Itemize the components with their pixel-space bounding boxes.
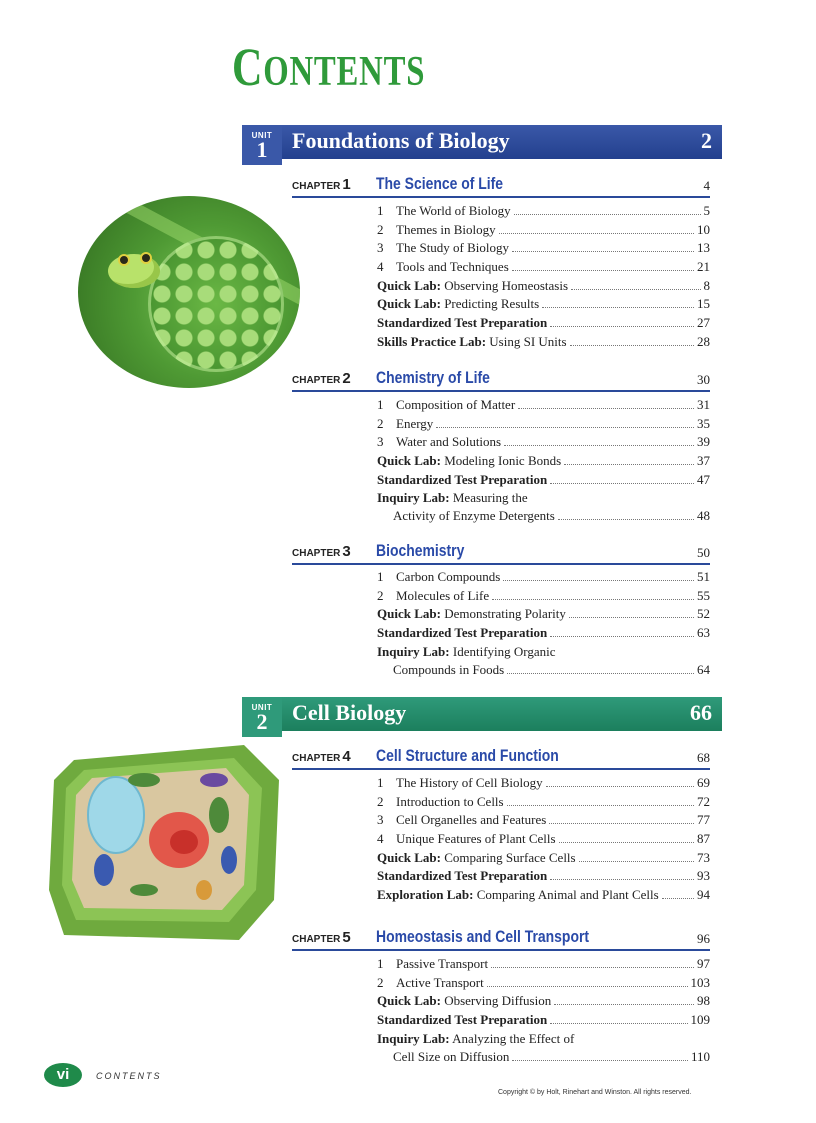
toc-entry[interactable]: 1 Composition of Matter 31 [377,397,710,412]
toc-entry[interactable]: 2 Active Transport 103 [377,974,710,990]
chapter-1-entries [377,202,710,352]
page-title-initial: C [232,37,264,97]
frog [108,254,160,288]
toc-entry[interactable]: 1 Passive Transport 97 [377,956,710,971]
chapter-title[interactable]: Cell Structure and Function [376,746,559,765]
copyright-notice: Copyright © by Holt, Rinehart and Winston. All rights reserved. [498,1089,692,1096]
chapter-label: CHAPTER 3 [292,543,351,560]
chapter-2-entries [377,396,710,526]
chapter-3-entries [377,568,710,679]
toc-entry[interactable]: Skills Practice Lab: Using SI Units 28 [377,333,710,349]
toc-entry[interactable]: Quick Lab: Observing Homeostasis 8 [377,277,710,293]
toc-entry[interactable]: Quick Lab: Modeling Ionic Bonds 37 [377,453,710,469]
chapter-label: CHAPTER 1 [292,176,351,193]
chapter-title[interactable]: The Science of Life [376,174,504,193]
toc-entry[interactable]: Quick Lab: Observing Diffusion 98 [377,993,710,1009]
toc-entry[interactable]: 4 Unique Features of Plant Cells 87 [377,831,710,847]
toc-entry[interactable]: Quick Lab: Demonstrating Polarity 52 [377,606,710,622]
toc-entry-continued[interactable]: Cell Size on Diffusion 110 [393,1048,710,1064]
unit-1-banner [232,125,722,162]
toc-entry[interactable]: Standardized Test Preparation 47 [377,471,710,487]
toc-entry[interactable]: Standardized Test Preparation 63 [377,625,710,641]
toc-entry[interactable]: 2 Energy 35 [377,415,710,431]
chapter-5-heading [292,927,710,951]
toc-entry[interactable]: Exploration Lab: Comparing Animal and Plant Cells 94 [377,887,710,903]
page-number-badge: vi [44,1063,82,1087]
toc-entry[interactable]: Inquiry Lab: Measuring the [377,490,528,506]
chapter-4-entries [377,774,710,905]
chapter-2-heading [292,368,710,392]
page-title-rest: ONTENTS [263,49,426,95]
egg-cluster [148,236,284,372]
chapter-page: 50 [697,545,710,560]
unit-badge: UNIT 2 [242,697,282,737]
unit-title: Cell Biology [292,700,407,725]
unit-page: 66 [690,700,712,725]
toc-entry-continued[interactable]: Compounds in Foods 64 [393,661,710,677]
toc-entry[interactable]: 4 Tools and Techniques 21 [377,259,710,275]
toc-entry[interactable]: 3 Water and Solutions 39 [377,434,710,450]
chapter-5-entries [377,955,710,1066]
chapter-page: 96 [697,931,710,946]
frog-eggs-photo [78,196,300,388]
plant-cell-illustration [44,740,284,945]
chapter-1-heading [292,174,710,198]
chapter-page: 68 [697,750,710,765]
toc-entry[interactable]: Standardized Test Preparation 93 [377,868,710,884]
toc-entry[interactable]: Quick Lab: Predicting Results 15 [377,296,710,312]
toc-entry[interactable]: Inquiry Lab: Analyzing the Effect of [377,1030,575,1046]
chapter-3-heading [292,541,710,565]
toc-entry[interactable]: 1 The History of Cell Biology 69 [377,775,710,790]
toc-entry[interactable]: Quick Lab: Comparing Surface Cells 73 [377,849,710,865]
toc-entry[interactable]: 1 The World of Biology 5 [377,203,710,218]
footer-section-label: CONTENTS [96,1071,162,1081]
toc-entry[interactable]: 3 The Study of Biology 13 [377,240,710,256]
chapter-title[interactable]: Homeostasis and Cell Transport [376,927,590,946]
page-title [232,37,426,97]
toc-entry[interactable]: Standardized Test Preparation 27 [377,315,710,331]
toc-entry-continued[interactable]: Activity of Enzyme Detergents 48 [393,508,710,524]
toc-entry[interactable]: Standardized Test Preparation 109 [377,1012,710,1028]
chapter-title[interactable]: Biochemistry [376,541,465,560]
toc-entry[interactable]: 2 Introduction to Cells 72 [377,793,710,809]
chapter-4-heading [292,746,710,770]
toc-entry[interactable]: Inquiry Lab: Identifying Organic [377,643,556,659]
chapter-title[interactable]: Chemistry of Life [376,368,490,387]
unit-page: 2 [701,128,712,153]
unit-badge: UNIT 1 [242,125,282,165]
chapter-label: CHAPTER 2 [292,370,351,387]
chapter-page: 4 [703,178,710,193]
toc-entry[interactable]: 2 Themes in Biology 10 [377,221,710,237]
toc-entry[interactable]: 1 Carbon Compounds 51 [377,569,710,584]
unit-2-banner [232,697,722,734]
toc-entry[interactable]: 3 Cell Organelles and Features 77 [377,812,710,828]
chapter-page: 30 [697,372,710,387]
unit-title: Foundations of Biology [292,128,510,153]
chapter-label: CHAPTER 5 [292,929,351,946]
chapter-label: CHAPTER 4 [292,748,351,765]
toc-entry[interactable]: 2 Molecules of Life 55 [377,587,710,603]
